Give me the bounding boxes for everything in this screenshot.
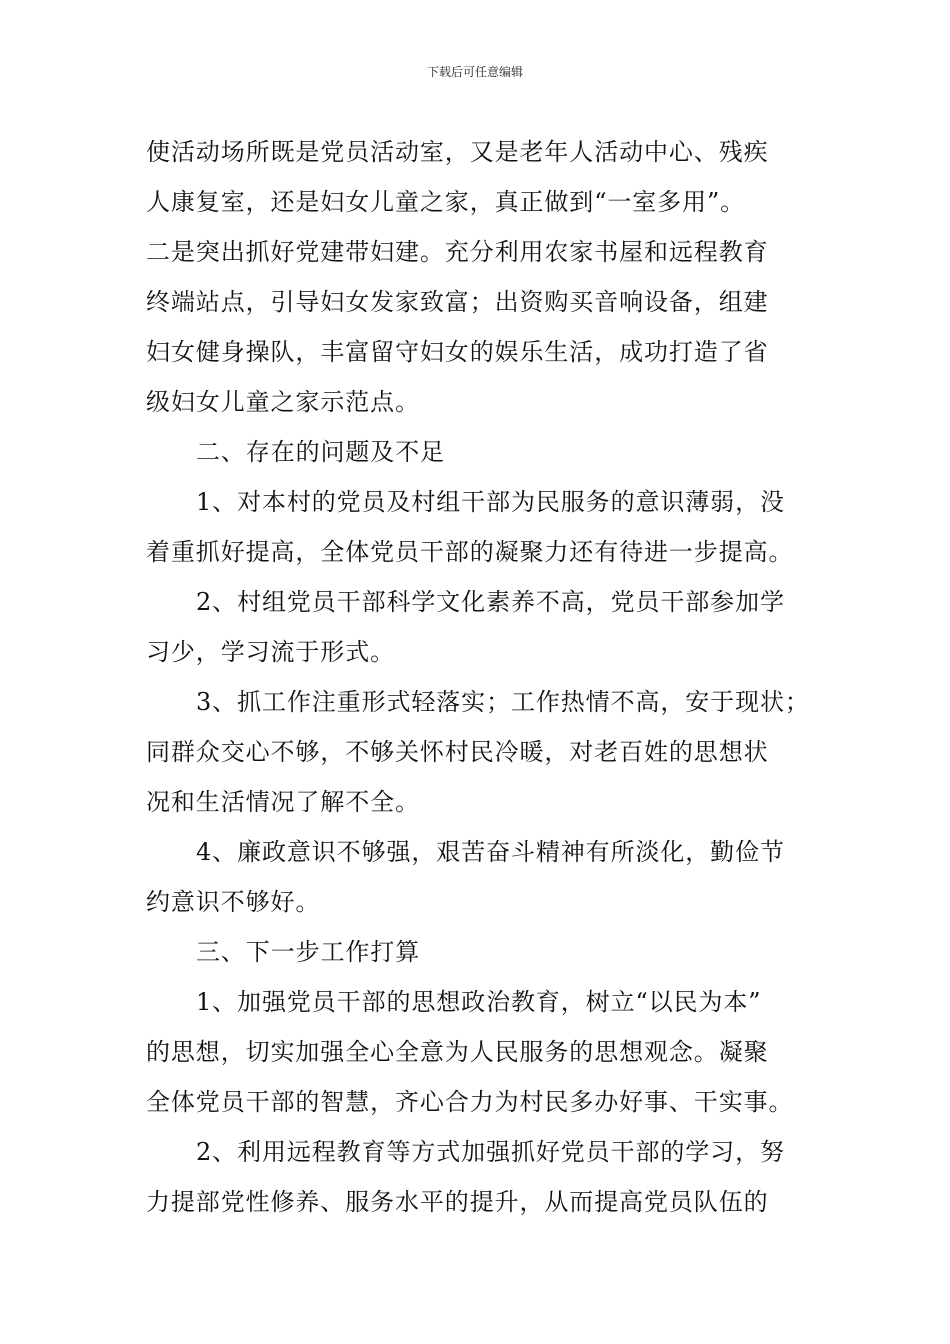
text-line: 2、村组党员干部科学文化素养不高，党员干部参加学 — [196, 588, 785, 616]
document-body — [146, 127, 826, 1227]
text-line: 2、利用远程教育等方式加强抓好党员干部的学习，努 — [196, 1138, 785, 1166]
paragraph-problem-1 — [146, 477, 826, 577]
text-line: 4、廉政意识不够强，艰苦奋斗精神有所淡化，勤俭节 — [196, 838, 785, 866]
text-line: 二是突出抓好党建带妇建。充分利用农家书屋和远程教育 — [146, 238, 769, 266]
paragraph-activity-venue — [146, 127, 826, 427]
text-line: 级妇女儿童之家示范点。 — [146, 388, 420, 416]
text-line: 习少，学习流于形式。 — [146, 638, 395, 666]
text-line: 约意识不够好。 — [146, 888, 321, 916]
paragraph-problem-4 — [146, 827, 826, 927]
paragraph-problem-3 — [146, 677, 826, 827]
section-heading-problems — [146, 427, 826, 477]
text-line: 使活动场所既是党员活动室，又是老年人活动中心、残疾 — [146, 138, 769, 166]
text-line: 的思想，切实加强全心全意为人民服务的思想观念。凝聚 — [146, 1038, 769, 1066]
text-line: 全体党员干部的智慧，齐心合力为村民多办好事、干实事。 — [146, 1088, 794, 1116]
paragraph-plan-1 — [146, 977, 826, 1127]
page-header-note: 下载后可任意编辑 — [426, 65, 523, 79]
text-line: 人康复室，还是妇女儿童之家，真正做到“一室多用”。 — [146, 188, 746, 216]
text-line: 终端站点，引导妇女发家致富；出资购买音响设备，组建 — [146, 288, 769, 316]
text-line: 1、加强党员干部的思想政治教育，树立“以民为本” — [196, 988, 762, 1016]
text-line: 妇女健身操队，丰富留守妇女的娱乐生活，成功打造了省 — [146, 338, 769, 366]
text-line: 同群众交心不够，不够关怀村民冷暖，对老百姓的思想状 — [146, 738, 769, 766]
text-line: 1、对本村的党员及村组干部为民服务的意识薄弱，没 — [196, 488, 785, 516]
heading-line: 三、下一步工作打算 — [196, 938, 421, 966]
heading-line: 二、存在的问题及不足 — [196, 438, 445, 466]
section-heading-next-steps — [146, 927, 826, 977]
paragraph-problem-2 — [146, 577, 826, 677]
text-line: 况和生活情况了解不全。 — [146, 788, 420, 816]
paragraph-plan-2 — [146, 1127, 826, 1227]
text-line: 3、抓工作注重形式轻落实；工作热情不高，安于现状； — [196, 688, 810, 716]
text-line: 着重抓好提高，全体党员干部的凝聚力还有待进一步提高。 — [146, 538, 794, 566]
text-line: 力提部党性修养、服务水平的提升，从而提高党员队伍的 — [146, 1188, 769, 1216]
